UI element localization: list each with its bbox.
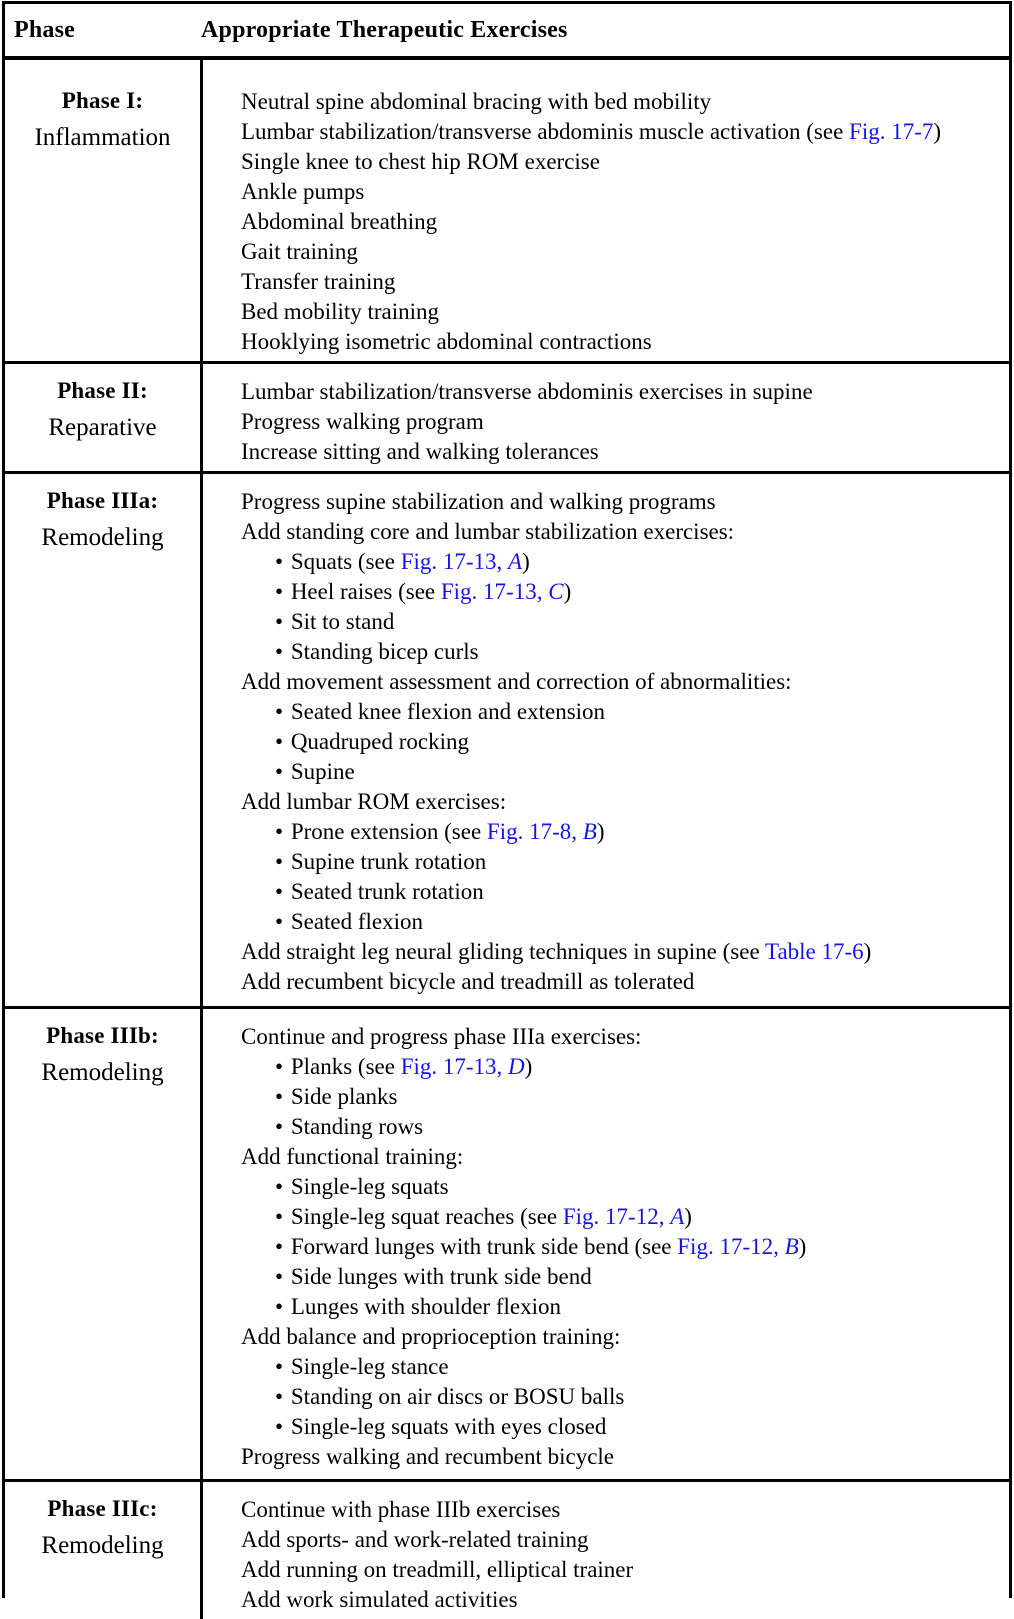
bullet-icon: • — [275, 579, 289, 604]
exercise-text: Supine — [290, 759, 355, 784]
figure-link[interactable]: D — [508, 1054, 525, 1079]
exercise-text: Add lumbar ROM exercises: — [241, 789, 507, 814]
figure-link[interactable]: Fig. 17-7 — [849, 119, 934, 144]
exercise-text: Single knee to chest hip ROM exercise — [241, 149, 600, 174]
phase-title: Phase II: — [57, 378, 148, 403]
bullet-icon: • — [275, 759, 289, 784]
exercise-text: Forward lunges with trunk side bend (see — [290, 1234, 678, 1259]
exercise-text: ) — [798, 1234, 807, 1259]
exercise-bullet-item — [241, 847, 1005, 877]
exercise-item — [241, 1142, 1005, 1172]
phase-title: Phase I: — [61, 88, 144, 113]
exercise-bullet-item — [241, 547, 1005, 577]
figure-link[interactable]: Fig. 17-13, — [400, 1054, 509, 1079]
exercise-text: Standing bicep curls — [290, 639, 479, 664]
figure-link[interactable]: Fig. 17-8, — [486, 819, 583, 844]
phase-cell — [5, 474, 203, 1006]
exercise-bullet-item — [241, 607, 1005, 637]
bullet-icon: • — [275, 1294, 289, 1319]
exercise-text: Seated flexion — [290, 909, 424, 934]
exercise-item — [241, 437, 1005, 467]
bullet-icon: • — [275, 909, 289, 934]
bullet-icon: • — [275, 1114, 289, 1139]
figure-link[interactable]: C — [548, 579, 564, 604]
exercise-item — [241, 407, 1005, 437]
exercise-text: ) — [563, 579, 572, 604]
table-row — [5, 60, 1009, 364]
exercise-text: Ankle pumps — [241, 179, 365, 204]
phase-name: Remodeling — [41, 524, 164, 551]
exercise-text: Supine trunk rotation — [290, 849, 487, 874]
exercise-text: Squats (see — [290, 549, 401, 574]
exercise-item — [241, 147, 1005, 177]
exercise-item — [241, 1322, 1005, 1352]
exercise-bullet-item — [241, 1202, 1005, 1232]
phase-name: Inflammation — [34, 124, 171, 151]
bullet-icon: • — [275, 1414, 289, 1439]
exercise-text: Single-leg stance — [290, 1354, 449, 1379]
exercise-text: Add work simulated activities — [241, 1587, 518, 1612]
exercise-text: Lumbar stabilization/transverse abdominis exercises in supine — [241, 379, 813, 404]
exercise-item — [241, 327, 1005, 357]
exercise-item — [241, 967, 1005, 997]
phase-title: Phase IIIa: — [46, 488, 159, 513]
exercise-item — [241, 1442, 1005, 1472]
figure-link[interactable]: A — [670, 1204, 685, 1229]
exercise-item — [241, 1525, 1005, 1555]
header-exercises-label: Appropriate Therapeutic Exercises — [201, 16, 568, 43]
exercise-bullet-item — [241, 727, 1005, 757]
exercise-bullet-item — [241, 1232, 1005, 1262]
exercise-text: Add straight leg neural gliding techniques in supine (see — [241, 939, 765, 964]
phase-title: Phase IIIc: — [47, 1496, 158, 1521]
table-row — [5, 364, 1009, 474]
exercise-text: Progress walking program — [241, 409, 484, 434]
exercise-item — [241, 87, 1005, 117]
figure-link[interactable]: Fig. 17-13, — [440, 579, 549, 604]
exercise-text: ) — [522, 549, 530, 574]
exercise-text: Lunges with shoulder flexion — [290, 1294, 562, 1319]
phase-name: Remodeling — [41, 1059, 164, 1086]
exercise-item — [241, 297, 1005, 327]
exercise-text: Side lunges with trunk side bend — [290, 1264, 592, 1289]
exercise-text: Add running on treadmill, elliptical trainer — [241, 1557, 634, 1582]
exercise-text: Continue and progress phase IIIa exercises: — [241, 1024, 642, 1049]
exercise-list — [203, 364, 1009, 471]
exercise-text: Seated trunk rotation — [290, 879, 484, 904]
phase-title: Phase IIIb: — [46, 1023, 159, 1048]
exercise-text: Seated knee flexion and extension — [290, 699, 606, 724]
header-phase-label: Phase — [14, 16, 75, 43]
bullet-icon: • — [275, 819, 289, 844]
exercise-item — [241, 267, 1005, 297]
exercise-text: ) — [684, 1204, 692, 1229]
exercise-bullet-item — [241, 1412, 1005, 1442]
exercise-text: Single-leg squats with eyes closed — [290, 1414, 607, 1439]
table-body — [5, 60, 1009, 1619]
exercise-item — [241, 1555, 1005, 1585]
bullet-icon: • — [275, 1174, 289, 1199]
figure-link[interactable]: Fig. 17-13, — [400, 549, 509, 574]
bullet-icon: • — [275, 1354, 289, 1379]
exercise-text: Planks (see — [290, 1054, 401, 1079]
exercise-text: Heel raises (see — [290, 579, 441, 604]
exercise-text: Neutral spine abdominal bracing with bed mobility — [241, 89, 712, 114]
bullet-icon: • — [275, 729, 289, 754]
figure-link[interactable]: B — [582, 819, 597, 844]
exercise-text: Add standing core and lumbar stabilization exercises: — [241, 519, 735, 544]
exercise-text: Standing rows — [290, 1114, 424, 1139]
exercise-text: Add movement assessment and correction of abnormalities: — [241, 669, 792, 694]
exercise-bullet-item — [241, 1172, 1005, 1202]
exercise-bullet-item — [241, 757, 1005, 787]
page — [0, 1, 1014, 1612]
figure-link[interactable]: Fig. 17-12, — [562, 1204, 671, 1229]
exercise-text: ) — [524, 1054, 533, 1079]
exercise-bullet-item — [241, 1292, 1005, 1322]
exercise-text: Prone extension (see — [290, 819, 487, 844]
exercise-text: Bed mobility training — [241, 299, 440, 324]
exercise-bullet-item — [241, 817, 1005, 847]
bullet-icon: • — [275, 1384, 289, 1409]
table-row — [5, 1482, 1009, 1619]
exercise-item — [241, 177, 1005, 207]
exercise-text: ) — [933, 119, 942, 144]
exercise-text: Add balance and proprioception training: — [241, 1324, 621, 1349]
exercise-text: Quadruped rocking — [290, 729, 470, 754]
bullet-icon: • — [275, 1204, 289, 1229]
phase-name: Remodeling — [41, 1532, 164, 1559]
exercise-text: Single-leg squats — [290, 1174, 449, 1199]
figure-link[interactable]: A — [508, 549, 523, 574]
exercise-text: Abdominal breathing — [241, 209, 438, 234]
bullet-icon: • — [275, 1234, 289, 1259]
exercise-bullet-item — [241, 1082, 1005, 1112]
table-header — [5, 4, 1009, 60]
exercise-item — [241, 667, 1005, 697]
phase-cell — [5, 1009, 203, 1479]
exercise-item — [241, 207, 1005, 237]
exercise-bullet-item — [241, 697, 1005, 727]
exercise-item — [241, 517, 1005, 547]
exercise-bullet-item — [241, 1112, 1005, 1142]
exercise-text: Lumbar stabilization/transverse abdominis muscle activation (see — [241, 119, 850, 144]
exercise-text: ) — [863, 939, 872, 964]
exercise-item — [241, 937, 1005, 967]
exercise-text: Gait training — [241, 239, 358, 264]
exercise-text: Side planks — [290, 1084, 398, 1109]
exercise-text: Standing on air discs or BOSU balls — [290, 1384, 625, 1409]
bullet-icon: • — [275, 549, 289, 574]
exercise-text: Hooklying isometric abdominal contractions — [241, 329, 652, 354]
exercise-list — [203, 1482, 1009, 1619]
exercise-bullet-item — [241, 637, 1005, 667]
figure-link[interactable]: B — [784, 1234, 799, 1259]
exercise-text: Progress walking and recumbent bicycle — [241, 1444, 614, 1469]
exercise-bullet-item — [241, 1382, 1005, 1412]
bullet-icon: • — [275, 849, 289, 874]
figure-link[interactable]: Fig. 17-12, — [677, 1234, 785, 1259]
bullet-icon: • — [275, 1264, 289, 1289]
bullet-icon: • — [275, 1084, 289, 1109]
exercise-text: Transfer training — [241, 269, 396, 294]
bullet-icon: • — [275, 1054, 289, 1079]
exercise-bullet-item — [241, 907, 1005, 937]
phase-name: Reparative — [48, 414, 157, 441]
exercise-item — [241, 1585, 1005, 1615]
table-row — [5, 1009, 1009, 1482]
bullet-icon: • — [275, 699, 289, 724]
exercise-text: Add functional training: — [241, 1144, 464, 1169]
phase-cell — [5, 1482, 203, 1619]
exercise-item — [241, 1022, 1005, 1052]
exercise-text: Add recumbent bicycle and treadmill as tolerated — [241, 969, 695, 994]
exercise-text: ) — [596, 819, 605, 844]
exercise-bullet-item — [241, 877, 1005, 907]
exercise-bullet-item — [241, 577, 1005, 607]
exercise-list — [203, 1009, 1009, 1479]
exercise-item — [241, 237, 1005, 267]
exercise-item — [241, 1495, 1005, 1525]
exercise-item — [241, 787, 1005, 817]
exercise-item — [241, 117, 1005, 147]
exercise-text: Single-leg squat reaches (see — [290, 1204, 563, 1229]
phase-cell — [5, 364, 203, 471]
phase-cell — [5, 60, 203, 361]
exercise-bullet-item — [241, 1352, 1005, 1382]
bullet-icon: • — [275, 609, 289, 634]
exercise-text: Add sports- and work-related training — [241, 1527, 589, 1552]
exercise-item — [241, 377, 1005, 407]
exercise-bullet-item — [241, 1052, 1005, 1082]
exercise-text: Increase sitting and walking tolerances — [241, 439, 599, 464]
exercise-text: Progress supine stabilization and walking programs — [241, 489, 716, 514]
table-row — [5, 474, 1009, 1009]
exercise-text: Continue with phase IIIb exercises — [241, 1497, 561, 1522]
exercise-bullet-item — [241, 1262, 1005, 1292]
figure-link[interactable]: Table 17-6 — [765, 939, 864, 964]
phases-table — [2, 1, 1012, 1612]
exercise-list — [203, 60, 1009, 361]
exercise-list — [203, 474, 1009, 1006]
bullet-icon: • — [275, 879, 289, 904]
exercise-item — [241, 487, 1005, 517]
exercise-text: Sit to stand — [290, 609, 395, 634]
bullet-icon: • — [275, 639, 289, 664]
